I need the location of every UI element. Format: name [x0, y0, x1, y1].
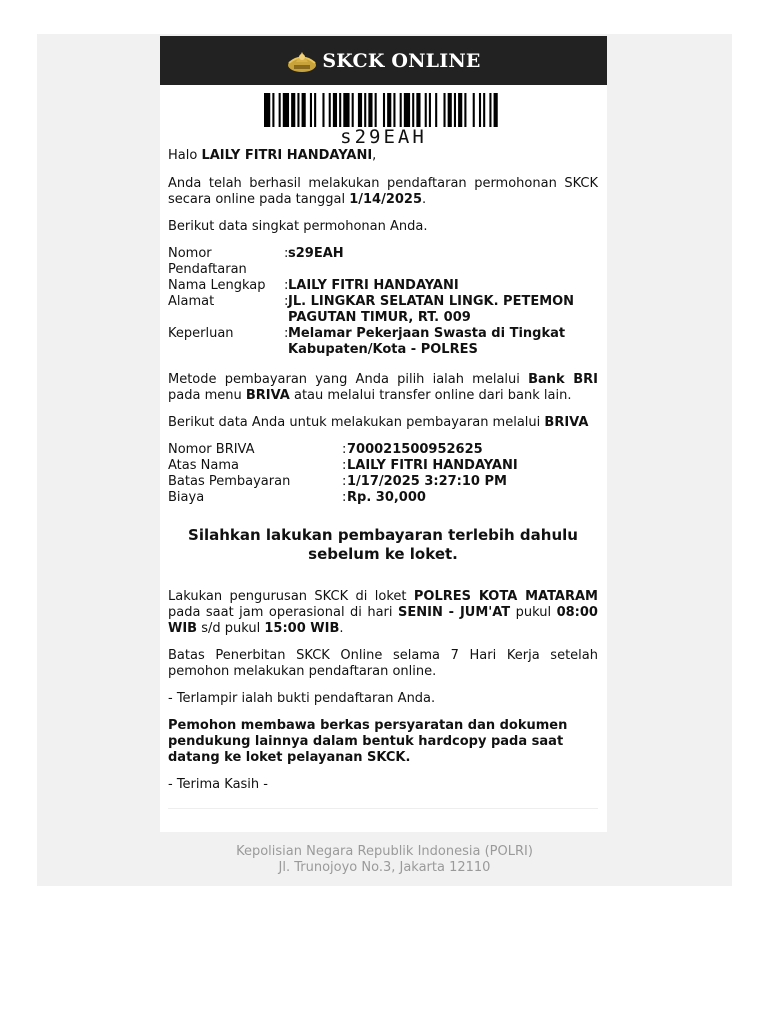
- polri-emblem-icon: [286, 48, 318, 74]
- registration-row-value: s29EAH: [288, 246, 344, 261]
- registration-row-separator: :: [284, 326, 289, 341]
- deadline-paragraph: Batas Penerbitan SKCK Online selama 7 Hari Kerja setelah pemohon melakukan pendaftaran online.: [168, 648, 598, 679]
- registration-row-label: Alamat: [168, 294, 215, 309]
- registration-row-value: LAILY FITRI HANDAYANI: [288, 278, 459, 293]
- payment-notice: Silahkan lakukan pembayaran terlebih dahulu sebelum ke loket.: [188, 526, 578, 563]
- registration-row-separator: :: [284, 278, 289, 293]
- summary-intro: Berikut data singkat permohonan Anda.: [168, 219, 428, 234]
- brand-name: SKCK ONLINE: [322, 49, 481, 72]
- barcode-code: s29EAH: [340, 126, 427, 148]
- footer-address: Jl. Trunojoyo No.3, Jakarta 12110: [278, 860, 491, 875]
- office-open-time: 08:00 WIB: [168, 605, 598, 636]
- process-text: s/d pukul: [197, 621, 265, 636]
- email-body: [160, 148, 607, 809]
- payment-row-separator: :: [342, 490, 347, 505]
- registration-row-label: Nomor Pendaftaran: [168, 246, 247, 277]
- bring-documents-text: Pemohon membawa berkas persyaratan dan dokumen pendukung lainnya dalam bentuk hardcopy pada saat datang ke loket pelayanan SKCK.: [168, 718, 568, 765]
- registration-table: [168, 246, 598, 358]
- process-text: pukul: [510, 605, 557, 620]
- intro-paragraph: [168, 176, 598, 208]
- payment-table: [168, 442, 598, 506]
- thanks-note: - Terima Kasih -: [168, 777, 268, 792]
- email-card: [160, 36, 607, 832]
- office-name: POLRES KOTA MATARAM: [413, 589, 598, 604]
- footer-org: Kepolisian Negara Republik Indonesia (POLRI): [236, 844, 533, 859]
- registration-row-label: Keperluan: [168, 326, 234, 341]
- payment-method-text: atau melalui transfer online dari bank lain.: [289, 388, 572, 403]
- process-text: Lakukan pengurusan SKCK di loket: [168, 589, 414, 604]
- registration-row-separator: :: [284, 294, 289, 309]
- greeting-suffix: ,: [372, 148, 377, 163]
- payment-row-separator: :: [342, 442, 347, 457]
- payment-bank: Bank BRI: [528, 372, 598, 387]
- brand-logo: [286, 48, 480, 74]
- greeting-prefix: Halo: [168, 148, 202, 163]
- payment-row-value: LAILY FITRI HANDAYANI: [347, 458, 518, 473]
- office-days: SENIN - JUM'AT: [397, 605, 511, 620]
- greeting-name: LAILY FITRI HANDAYANI: [201, 148, 373, 163]
- payment-row-label: Nomor BRIVA: [168, 442, 255, 457]
- intro-text: Anda telah berhasil melakukan pendaftaran permohonan SKCK secara online pada tanggal: [168, 176, 598, 207]
- payment-row-value: Rp. 30,000: [347, 490, 426, 505]
- registration-row-separator: :: [284, 246, 289, 261]
- barcode-section: [160, 85, 607, 148]
- footer: [37, 844, 732, 876]
- registration-row-value: JL. LINGKAR SELATAN LINGK. PETEMON PAGUTAN TIMUR, RT. 009: [288, 294, 575, 325]
- payment-method-paragraph: [168, 372, 598, 404]
- registration-row-label: Nama Lengkap: [168, 278, 266, 293]
- payment-row-label: Atas Nama: [168, 458, 239, 473]
- attached-note: - Terlampir ialah bukti pendaftaran Anda.: [168, 691, 436, 706]
- process-paragraph: [168, 589, 598, 637]
- process-text: pada saat jam operasional di hari: [168, 605, 398, 620]
- header-bar: [160, 36, 607, 85]
- office-close-time: 15:00 WIB: [264, 621, 340, 636]
- registration-date: 1/14/2025: [349, 192, 423, 207]
- payment-row-separator: :: [342, 474, 347, 489]
- bring-documents-note: [168, 718, 598, 766]
- payment-menu: BRIVA: [245, 388, 290, 403]
- divider: [168, 808, 598, 809]
- payment-row-value: 700021500952625: [347, 442, 483, 457]
- process-text: .: [339, 621, 344, 636]
- payment-intro-text: Berikut data Anda untuk melakukan pembayaran melalui: [168, 415, 545, 430]
- payment-row-label: Biaya: [168, 490, 205, 505]
- payment-row-label: Batas Pembayaran: [168, 474, 291, 489]
- greeting: [168, 148, 598, 164]
- payment-row-value: 1/17/2025 3:27:10 PM: [347, 474, 507, 489]
- payment-method-text: pada menu: [168, 388, 246, 403]
- payment-channel: BRIVA: [544, 415, 589, 430]
- intro-end: .: [422, 192, 427, 207]
- barcode-icon: [264, 93, 504, 127]
- registration-row-value: Melamar Pekerjaan Swasta di Tingkat Kabupaten/Kota - POLRES: [288, 326, 566, 357]
- payment-row-separator: :: [342, 458, 347, 473]
- email-background: [37, 34, 732, 886]
- payment-intro: [168, 415, 598, 431]
- payment-method-text: Metode pembayaran yang Anda pilih ialah melalui: [168, 372, 529, 387]
